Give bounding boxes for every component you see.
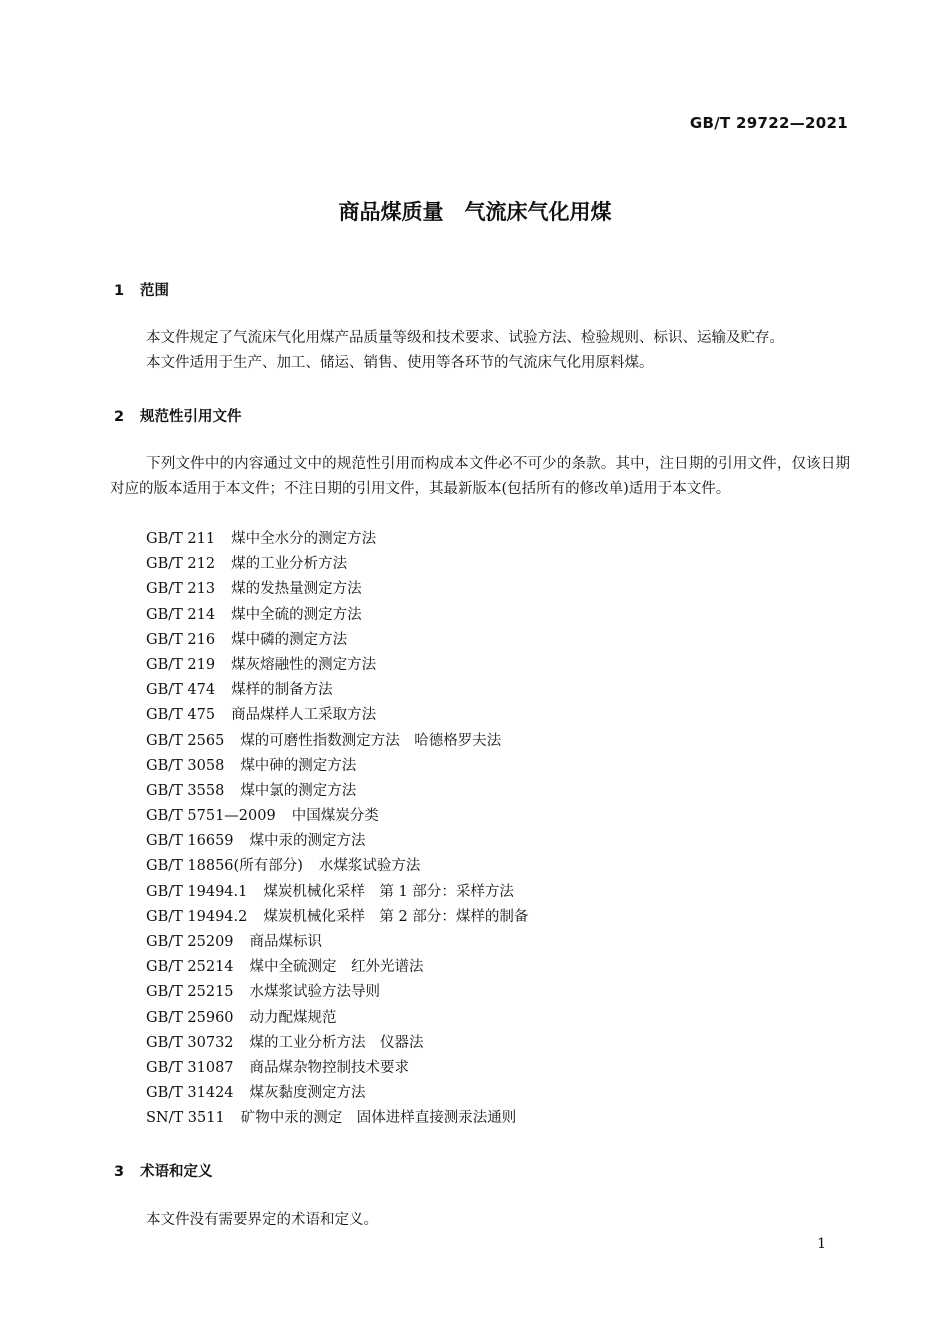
reference-item [146,854,528,879]
paragraph-text: 本文件规定了气流床气化用煤产品质量等级和技术要求、试验方法、检验规则、标识、运输及贮存。 [146,330,784,346]
section-2-heading [114,405,242,426]
paragraph-text: 下列文件中的内容通过文中的规范性引用而构成本文件必不可少的条款。其中，注日期的引用文件，仅该日期对应的版本适用于本文件；不注日期的引用文件，其最新版本(包括所有的修改单)适用于本文件。 [110,456,850,497]
reference-code: GB/T 16659 [146,833,234,850]
reference-title: 煤的工业分析方法 [231,556,348,573]
reference-code: GB/T 216 [146,631,216,648]
standard-code: GB/T 29722—2021 [689,114,848,132]
reference-title: 商品煤杂物控制技术要求 [249,1059,410,1076]
reference-title: 煤灰熔融性的测定方法 [231,656,377,673]
reference-title: 矿物中汞的测定 固体进样直接测汞法通则 [240,1110,517,1127]
reference-code: GB/T 31087 [146,1059,234,1076]
reference-title: 动力配煤规范 [249,1009,337,1026]
reference-title: 煤中氯的测定方法 [240,782,357,799]
normative-reference-list [146,527,528,1132]
reference-item [146,880,528,905]
reference-code: GB/T 212 [146,556,216,573]
reference-item [146,527,528,552]
reference-code: GB/T 25214 [146,959,234,976]
normative-intro-paragraph [110,452,850,502]
reference-code: GB/T 214 [146,606,216,623]
reference-code: SN/T 3511 [146,1110,225,1127]
section-title: 术语和定义 [140,1164,213,1180]
reference-item [146,804,528,829]
reference-code: GB/T 3558 [146,782,225,799]
reference-title: 煤炭机械化采样 第 1 部分：采样方法 [263,883,514,900]
reference-item [146,1081,528,1106]
reference-item [146,628,528,653]
reference-code: GB/T 2565 [146,732,225,749]
scope-paragraph-2 [110,351,850,376]
page-number: 1 [817,1236,826,1252]
reference-item [146,779,528,804]
reference-item [146,1106,528,1131]
scope-paragraph-1 [110,326,850,351]
reference-code: GB/T 211 [146,531,216,547]
reference-title: 煤样的制备方法 [231,682,333,699]
terms-paragraph [110,1208,850,1233]
reference-title: 煤中汞的测定方法 [249,833,366,850]
reference-title: 水煤浆试验方法 [318,858,421,875]
paragraph-text: 本文件适用于生产、加工、储运、销售、使用等各环节的气流床气化用原料煤。 [146,355,654,371]
reference-code: GB/T 18856(所有部分) [146,858,303,875]
section-number: 2 [114,409,125,425]
reference-title: 水煤浆试验方法导则 [249,984,381,1001]
reference-title: 商品煤样人工采取方法 [231,707,377,724]
reference-title: 中国煤炭分类 [291,808,379,825]
reference-code: GB/T 475 [146,707,216,724]
reference-code: GB/T 219 [146,656,216,673]
reference-code: GB/T 25215 [146,984,234,1001]
section-number: 3 [114,1164,125,1180]
reference-item [146,653,528,678]
reference-item [146,829,528,854]
reference-code: GB/T 5751—2009 [146,808,276,825]
section-1-heading [114,279,169,300]
reference-item [146,955,528,980]
section-3-heading [114,1160,213,1181]
reference-item [146,905,528,930]
reference-title: 煤的发热量测定方法 [231,581,362,598]
document-title: 商品煤质量 气流床气化用煤 [338,200,612,224]
reference-code: GB/T 30732 [146,1034,234,1051]
section-title: 范围 [140,283,169,299]
reference-item [146,754,528,779]
reference-item [146,603,528,628]
reference-code: GB/T 213 [146,581,216,598]
reference-item [146,1056,528,1081]
reference-title: 煤中磷的测定方法 [231,631,348,648]
reference-title: 煤中全硫的测定方法 [231,606,362,623]
paragraph-text: 本文件没有需要界定的术语和定义。 [146,1212,378,1228]
reference-code: GB/T 19494.2 [146,908,248,925]
reference-item [146,703,528,728]
reference-item [146,678,528,703]
reference-code: GB/T 25209 [146,934,234,950]
section-title: 规范性引用文件 [140,409,242,425]
reference-code: GB/T 25960 [146,1009,234,1026]
reference-code: GB/T 3058 [146,757,225,774]
section-number: 1 [114,283,125,299]
reference-item [146,577,528,602]
reference-title: 煤灰黏度测定方法 [249,1085,366,1102]
reference-code: GB/T 31424 [146,1085,234,1102]
reference-item [146,1031,528,1056]
reference-title: 煤中全水分的测定方法 [231,531,377,547]
reference-title: 煤中砷的测定方法 [240,757,357,774]
reference-item [146,930,528,955]
reference-item [146,980,528,1005]
reference-item [146,1006,528,1031]
reference-title: 煤的可磨性指数测定方法 哈德格罗夫法 [240,732,502,749]
reference-code: GB/T 474 [146,682,216,699]
reference-title: 煤炭机械化采样 第 2 部分：煤样的制备 [263,908,529,925]
reference-item [146,552,528,577]
reference-title: 商品煤标识 [249,934,323,950]
reference-title: 煤中全硫测定 红外光谱法 [249,959,424,976]
reference-item [146,729,528,754]
reference-title: 煤的工业分析方法 仪器法 [249,1034,424,1051]
reference-code: GB/T 19494.1 [146,883,248,900]
